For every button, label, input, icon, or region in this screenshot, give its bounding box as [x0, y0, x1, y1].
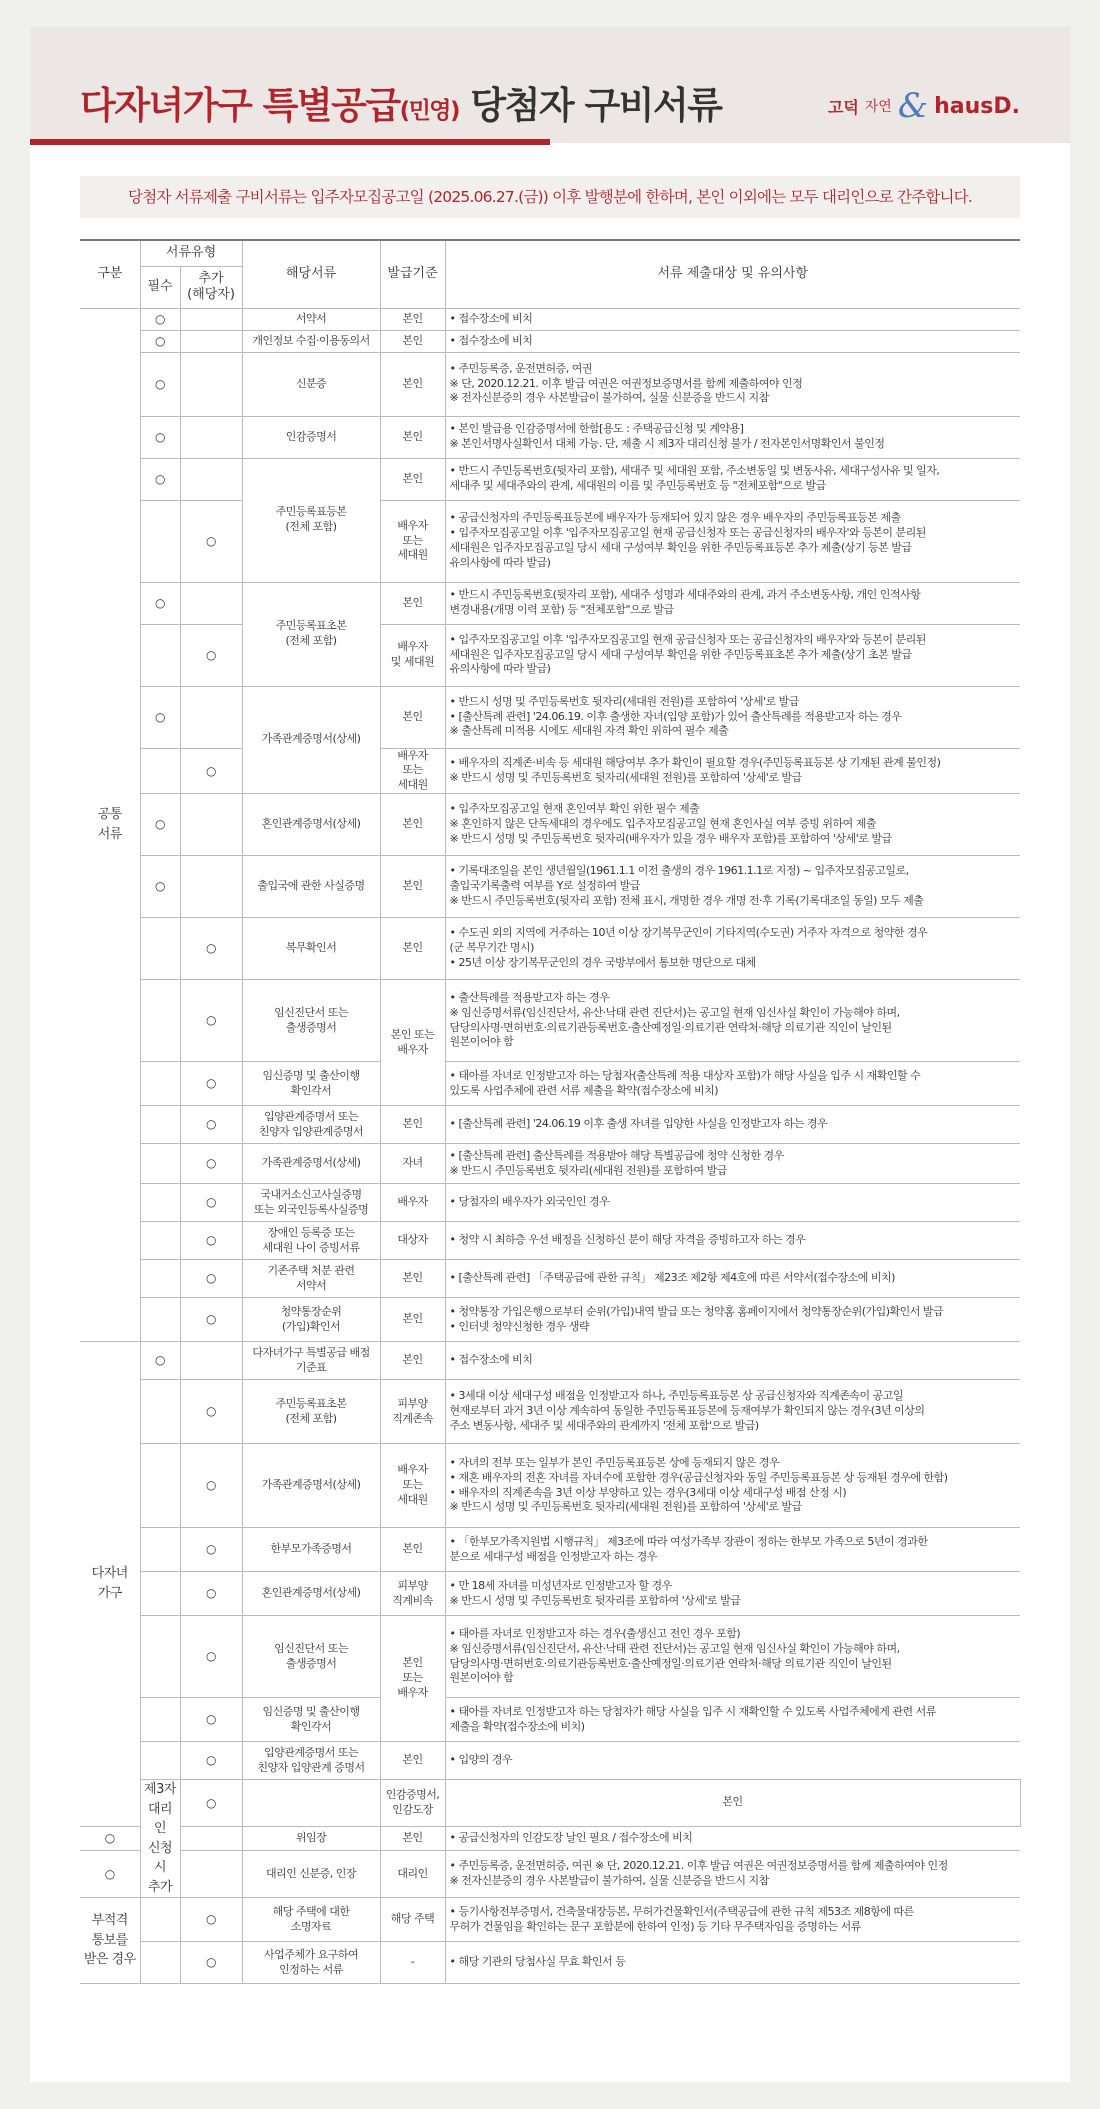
notes-cell	[445, 1222, 1020, 1260]
table-row	[80, 1342, 1020, 1380]
required-mark	[140, 1062, 180, 1106]
notes-cell	[445, 1616, 1020, 1698]
col-header-doc: 해당서류	[242, 240, 380, 308]
additional-mark: ○	[180, 1698, 242, 1742]
issuance-basis: 본인	[380, 686, 445, 748]
table-row	[80, 686, 1020, 748]
note-line: ※ 전자신분증의 경우 사본발급이 불가하여, 실물 신분증을 반드시 지참	[449, 1874, 769, 1888]
note-line: 원본이어야 함	[449, 1671, 514, 1685]
document-name: 가족관계증명서(상세)	[242, 686, 380, 794]
note-line: • 해당 기관의 당첨사실 무효 확인서 등	[449, 1955, 626, 1969]
title-underline	[30, 139, 550, 145]
note-line: ※ 반드시 성명 및 주민등록번호 뒷자리(세대원 전원)를 포함하여 '상세'로 발급	[449, 1500, 802, 1514]
document-name: 기존주택 처분 관련 서약서	[242, 1260, 380, 1298]
logo-text-hausd: hausD.	[934, 93, 1020, 119]
issuance-basis: 대리인	[380, 1851, 445, 1898]
document-name: 해당 주택에 대한 소명자료	[242, 1898, 380, 1942]
document-name: 인감증명서	[242, 416, 380, 458]
additional-mark	[180, 330, 242, 352]
document-name: 출입국에 관한 사실증명	[242, 856, 380, 918]
notes-cell	[445, 1380, 1020, 1444]
note-line: ※ 임신증명서류(임신진단서, 유산·낙태 관련 진단서)는 공고일 현재 임신사실 확인이 가능해야 하며,	[449, 1641, 900, 1655]
table-row	[80, 1444, 1020, 1528]
issuance-basis: 배우자 또는 세대원	[380, 748, 445, 794]
issuance-basis: 본인	[380, 458, 445, 500]
issuance-basis: 자녀	[380, 1144, 445, 1184]
note-line: • 「한부모가족지원법 시행규칙」 제3조에 따라 여성가족부 장관이 정하는 한부모 가족으로 5년이 경과한	[449, 1534, 928, 1548]
document-name: 서약서	[242, 308, 380, 330]
note-line: ※ 임신증명서류(임신진단서, 유산·낙태 관련 진단서)는 공고일 현재 임신사실 확인이 가능해야 하며,	[449, 1005, 900, 1019]
notes-cell	[445, 1260, 1020, 1298]
document-name: 주민등록표초본 (전체 포함)	[242, 1380, 380, 1444]
issuance-basis: 해당 주택	[380, 1898, 445, 1942]
table-row	[80, 624, 1020, 686]
required-mark	[140, 1616, 180, 1698]
document-name: 임신증명 및 출산이행 확인각서	[242, 1698, 380, 1742]
required-mark: ○	[140, 416, 180, 458]
table-row	[80, 1184, 1020, 1222]
notes-cell	[445, 1942, 1020, 1984]
document-name: 복무확인서	[242, 918, 380, 980]
document-name: 다자녀가구 특별공급 배점 기준표	[242, 1342, 380, 1380]
note-line: • 25년 이상 장기복무군인의 경우 국방부에서 통보한 명단으로 대체	[449, 955, 756, 969]
logo-text-godeok: 고덕	[827, 97, 859, 117]
required-mark: ○	[140, 856, 180, 918]
table-row	[80, 352, 1020, 416]
additional-mark: ○	[180, 624, 242, 686]
note-line: • 반드시 성명 및 주민등록번호 뒷자리(세대원 전원)를 포함하여 '상세'로 발급	[449, 694, 799, 708]
additional-mark: ○	[180, 1222, 242, 1260]
notes-cell	[445, 1184, 1020, 1222]
issuance-basis: 피부양 직계존속	[380, 1380, 445, 1444]
issuance-basis: 배우자	[380, 1184, 445, 1222]
issuance-basis: 본인	[380, 352, 445, 416]
notes-cell	[445, 1851, 1020, 1898]
issuance-basis: 본인	[380, 1260, 445, 1298]
required-mark	[140, 624, 180, 686]
note-line: • 태아를 자녀로 인정받고자 하는 경우(출생신고 전인 경우 포함)	[449, 1626, 741, 1640]
note-line: • [출산특례 관련] 「주택공급에 관한 규칙」 제23조 제2항 제4호에 따른 서약서(접수장소에 비치)	[449, 1271, 895, 1285]
note-line: 담당의사명·면허번호·의료기관등록번호·출산예정일·의료기관 연락처·해당 의료기관 직인이 날인된	[449, 1656, 892, 1670]
notes-cell	[445, 624, 1020, 686]
required-mark	[140, 1742, 180, 1780]
col-header-gubun: 구분	[80, 240, 140, 308]
table-row	[80, 1826, 1020, 1850]
note-line: • 접수장소에 비치	[449, 333, 533, 347]
note-line: • 자녀의 전부 또는 일부가 본인 주민등록표등본 상에 등재되지 않은 경우	[449, 1455, 780, 1469]
document-name: 가족관계증명서(상세)	[242, 1444, 380, 1528]
document-name: 입양관계증명서 또는 친양자 입양관계증명서	[242, 1106, 380, 1144]
additional-mark: ○	[180, 1528, 242, 1572]
document-name: 입양관계증명서 또는 친양자 입양관계 증명서	[242, 1742, 380, 1780]
note-line: 원본이어야 함	[449, 1035, 514, 1049]
notes-cell	[445, 686, 1020, 748]
table-row	[80, 1851, 1020, 1898]
additional-mark: ○	[180, 1380, 242, 1444]
note-line: ※ 반드시 성명 및 주민등록번호 뒷자리(세대원 전원)를 포함하여 '상세'로 발급	[449, 770, 802, 784]
additional-mark	[180, 856, 242, 918]
additional-mark	[180, 686, 242, 748]
document-name: 위임장	[242, 1826, 380, 1850]
document-name: 임신진단서 또는 출생증명서	[242, 1616, 380, 1698]
document-name: 청약통장순위 (가입)확인서	[242, 1298, 380, 1342]
notes-cell	[445, 748, 1020, 794]
document-name: 주민등록표초본 (전체 포함)	[242, 582, 380, 686]
notes-cell	[445, 330, 1020, 352]
note-line: 세대주 및 세대주와의 관계, 세대원의 이름 및 주민등록번호 등 "전체포함"으로 발급	[449, 479, 826, 492]
table-row	[80, 794, 1020, 856]
notes-cell	[445, 1298, 1020, 1342]
notes-cell	[445, 1444, 1020, 1528]
note-line: • 입주자모집공고일 이후 '입주자모집공고일 현재 공급신청자 또는 공급신청자의 배우자'와 등본이 분리된	[449, 632, 926, 646]
required-mark: ○	[140, 330, 180, 352]
required-mark	[140, 1698, 180, 1742]
required-mark: ○	[140, 458, 180, 500]
notes-cell	[445, 856, 1020, 918]
additional-mark: ○	[180, 1184, 242, 1222]
additional-mark	[180, 458, 242, 500]
issuance-basis: 본인 또는 배우자	[380, 1616, 445, 1742]
table-row	[80, 330, 1020, 352]
col-header-type: 서류유형	[140, 240, 242, 266]
documents-table	[80, 239, 1020, 1984]
required-mark	[140, 748, 180, 794]
page-title	[80, 75, 722, 129]
note-line: • 수도권 외의 지역에 거주하는 10년 이상 장기복무군인이 기타지역(수도권) 거주자 자격으로 청약한 경우	[449, 926, 928, 940]
table-row	[80, 308, 1020, 330]
table-row	[80, 1898, 1020, 1942]
note-line: • 배우자의 직계존속을 3년 이상 부양하고 있는 경우(3세대 이상 세대구성 배점 산정 시)	[449, 1485, 847, 1499]
document-name: 가족관계증명서(상세)	[242, 1144, 380, 1184]
required-mark: ○	[140, 582, 180, 624]
additional-mark: ○	[180, 1572, 242, 1616]
required-mark	[140, 980, 180, 1062]
note-line: ※ 반드시 주민등록번호 뒷자리(세대원 전원)를 포함하여 발급	[449, 1163, 727, 1177]
note-line: • 배우자의 직계존·비속 등 세대원 해당여부 추가 확인이 필요할 경우(주민등록표등본 상 기재된 관계 불인정)	[449, 755, 941, 769]
note-line: • 본인 발급용 인감증명서에 한함[용도 : 주택공급신청 및 계약용]	[449, 422, 744, 436]
note-line: • 태아를 자녀로 인정받고자 하는 당첨자가 해당 사실을 입주 시 재확인할 수 있도록 사업주체에게 관련 서류	[449, 1704, 936, 1718]
required-mark	[140, 918, 180, 980]
title-rest: 당첨자 구비서류	[470, 84, 722, 127]
additional-mark	[180, 352, 242, 416]
required-mark	[140, 1444, 180, 1528]
notes-cell	[445, 1528, 1020, 1572]
additional-mark	[180, 1826, 242, 1850]
note-line: • 당첨자의 배우자가 외국인인 경우	[449, 1195, 610, 1209]
note-line: • 접수장소에 비치	[449, 311, 533, 325]
note-line: 유의사항에 따라 발급)	[449, 662, 551, 676]
issuance-basis: 본인	[380, 308, 445, 330]
required-mark	[140, 1298, 180, 1342]
notes-cell	[445, 918, 1020, 980]
additional-mark: ○	[180, 1942, 242, 1984]
required-mark: ○	[140, 794, 180, 856]
document-page	[30, 27, 1070, 2082]
required-mark	[140, 1184, 180, 1222]
note-line: 제출을 확약(접수장소에 비치)	[449, 1719, 585, 1733]
group-label: 제3자 대리인 신청 시 추가	[140, 1780, 180, 1898]
table-row	[80, 458, 1020, 500]
additional-mark	[180, 1851, 242, 1898]
title-main: 다자녀가구 특별공급	[80, 84, 400, 127]
note-line: 유의사항에 따라 발급)	[449, 555, 551, 569]
issuance-basis: 본인	[380, 1106, 445, 1144]
table-row	[80, 1380, 1020, 1444]
issuance-basis: -	[380, 1942, 445, 1984]
additional-mark: ○	[180, 500, 242, 582]
document-name: 국내거소신고사실증명 또는 외국인등록사실증명	[242, 1184, 380, 1222]
note-line: ※ 본인서명사실확인서 대체 가능. 단, 제출 시 제3자 대리신청 불가 / 전자본인서명확인서 불인정	[449, 437, 885, 450]
required-mark	[140, 1144, 180, 1184]
additional-mark: ○	[180, 1144, 242, 1184]
note-line: • 반드시 주민등록번호(뒷자리 포함), 세대주 성명과 세대주와의 관계, 과거 주소변동사항, 개인 인적사항	[449, 588, 921, 602]
document-name: 장애인 등록증 또는 세대원 나이 증빙서류	[242, 1222, 380, 1260]
note-line: ※ 출산특례 미적용 시에도 세대원 자격 확인 위하여 필수 제출	[449, 724, 729, 738]
issuance-basis: 본인	[380, 330, 445, 352]
notes-cell	[445, 1106, 1020, 1144]
additional-mark: ○	[180, 748, 242, 794]
notes-cell	[445, 1342, 1020, 1380]
table-row	[80, 1698, 1020, 1742]
issuance-basis: 본인	[380, 856, 445, 918]
note-line: • 만 18세 자녀를 미성년자로 인정받고자 할 경우	[449, 1578, 672, 1592]
issuance-basis: 본인	[380, 1342, 445, 1380]
table-row	[80, 1780, 1020, 1827]
table-row	[80, 416, 1020, 458]
notes-cell	[445, 352, 1020, 416]
document-name: 혼인관계증명서(상세)	[242, 794, 380, 856]
issuance-basis: 본인	[380, 1298, 445, 1342]
group-label: 부적격 통보를 받은 경우	[80, 1898, 140, 1984]
issuance-basis: 본인	[380, 1528, 445, 1572]
note-line: ※ 단, 2020.12.21. 이후 발급 여권은 여권정보증명서를 함께 제출하여야 인정	[449, 376, 803, 390]
note-line: (군 복무기간 명시)	[449, 941, 534, 955]
table-row	[80, 1572, 1020, 1616]
notes-cell	[445, 1144, 1020, 1184]
group-label: 공통 서류	[80, 308, 140, 1342]
notes-cell	[445, 500, 1020, 582]
required-mark: ○	[140, 352, 180, 416]
note-line: • 입양의 경우	[449, 1753, 513, 1767]
document-name: 한부모가족증명서	[242, 1528, 380, 1572]
note-line: ※ 혼인하지 않은 단독세대의 경우에도 입주자모집공고일 현재 혼인사실 여부 증빙 위하여 제출	[449, 817, 876, 831]
required-mark	[140, 1106, 180, 1144]
notes-cell	[445, 794, 1020, 856]
note-line: • 등기사항전부증명서, 건축물대장등본, 무허가건물확인서(주택공급에 관한 규칙 제53조 제8항에 따른	[449, 1904, 914, 1918]
notes-cell	[445, 1062, 1020, 1106]
additional-mark: ○	[180, 980, 242, 1062]
note-line: • [출산특례 관련] 출산특례를 적용받아 해당 특별공급에 청약 신청한 경우	[449, 1148, 784, 1162]
note-line: 세대원은 입주자모집공고일 당시 세대 구성여부 확인을 위한 주민등록표등본 추가 제출(상기 등본 발급	[449, 541, 912, 554]
issuance-basis: 배우자 및 세대원	[380, 624, 445, 686]
issuance-basis: 본인	[380, 1742, 445, 1780]
notes-cell	[445, 1742, 1020, 1780]
note-line: • 접수장소에 비치	[449, 1353, 533, 1367]
table-row	[80, 1222, 1020, 1260]
issuance-basis: 본인	[380, 794, 445, 856]
table-row	[80, 1298, 1020, 1342]
notes-cell	[445, 1698, 1020, 1742]
additional-mark: ○	[180, 918, 242, 980]
issuance-basis: 본인	[445, 1780, 1020, 1827]
note-line: • 태아를 자녀로 인정받고자 하는 당첨자(출산특례 적용 대상자 포함)가 해당 사실을 입주 시 재확인할 수	[449, 1068, 921, 1082]
note-line: • 공급신청자의 인감도장 날인 필요 / 접수장소에 비치	[449, 1831, 693, 1845]
note-line: 있도록 사업주체에 관련 서류 제출을 확약(접수장소에 비치)	[449, 1083, 719, 1097]
additional-mark	[180, 582, 242, 624]
note-line: ※ 반드시 주민등록번호(뒷자리 포함) 전체 표시, 개명한 경우 개명 전·후 기록(기록대조일 동일) 모두 제출	[449, 893, 924, 907]
note-line: 변경내용(개명 이력 포함) 등 "전체포함"으로 발급	[449, 603, 674, 616]
additional-mark	[242, 1780, 380, 1827]
title-small: (민영)	[399, 98, 460, 124]
note-line: • 입주자모집공고일 현재 혼인여부 확인 위한 필수 제출	[449, 802, 700, 816]
table-row	[80, 856, 1020, 918]
issuance-basis: 피부양 직계비속	[380, 1572, 445, 1616]
table-row	[80, 1742, 1020, 1780]
required-mark: ○	[80, 1851, 140, 1898]
table-row	[80, 1260, 1020, 1298]
notes-cell	[445, 980, 1020, 1062]
note-line: • 청약통장 가입은행으로부터 순위(가입)내역 발급 또는 청약홈 홈페이지에서 청약통장순위(가입)확인서 발급	[449, 1304, 944, 1318]
notes-cell	[445, 308, 1020, 330]
col-header-additional: 추가 (해당자)	[180, 266, 242, 308]
note-line: • 공급신청자의 주민등록표등본에 배우자가 등재되어 있지 않은 경우 배우자의 주민등록표등본 제출	[449, 511, 901, 525]
group-label: 다자녀 가구	[80, 1342, 140, 1827]
document-name: 인감증명서, 인감도장	[380, 1780, 445, 1827]
note-line: • 반드시 주민등록번호(뒷자리 포함), 세대주 및 세대원 포함, 주소변동일 및 변동사유, 세대구성사유 및 일자,	[449, 464, 940, 478]
required-mark	[140, 1222, 180, 1260]
additional-mark: ○	[180, 1298, 242, 1342]
col-header-basis: 발급기준	[380, 240, 445, 308]
col-header-required: 필수	[140, 266, 180, 308]
additional-mark: ○	[180, 1742, 242, 1780]
table-row	[80, 1616, 1020, 1698]
table-row	[80, 1528, 1020, 1572]
logo-text-jayeon: 자연	[864, 99, 892, 115]
issuance-basis: 본인	[380, 582, 445, 624]
document-name: 개인정보 수집·이용동의서	[242, 330, 380, 352]
note-line: ※ 전자신분증의 경우 사본발급이 불가하여, 실물 신분증을 반드시 지참	[449, 391, 769, 405]
additional-mark	[180, 794, 242, 856]
required-mark: ○	[140, 1342, 180, 1380]
notes-cell	[445, 1572, 1020, 1616]
additional-mark: ○	[180, 1106, 242, 1144]
note-line: 무허가 건물임을 확인하는 문구 포함분에 한하여 인정) 등 기타 무주택자임을 증명하는 서류	[449, 1919, 861, 1933]
document-name: 혼인관계증명서(상세)	[242, 1572, 380, 1616]
note-line: 출입국기록출력 여부를 Y로 설정하여 발급	[449, 879, 640, 893]
additional-mark: ○	[180, 1616, 242, 1698]
notes-cell	[445, 458, 1020, 500]
note-line: 주소 변동사항, 세대주 및 세대주와의 관계까지 '전체 포함'으로 발급)	[449, 1418, 759, 1432]
note-line: 세대원은 입주자모집공고일 당시 세대 구성여부 확인을 위한 주민등록표초본 추가 제출(상기 초본 발급	[449, 647, 912, 661]
required-mark	[140, 1528, 180, 1572]
required-mark	[140, 1260, 180, 1298]
document-name: 주민등록표등본 (전체 포함)	[242, 458, 380, 582]
note-line: ※ 반드시 성명 및 주민등록번호 뒷자리(배우자가 있을 경우 배우자 포함)를 포함하여 '상세'로 발급	[449, 831, 892, 845]
issuance-basis: 배우자 또는 세대원	[380, 1444, 445, 1528]
note-line: • 인터넷 청약신청한 경우 생략	[449, 1319, 590, 1333]
ampersand-icon: &	[897, 86, 929, 126]
notes-cell	[445, 1826, 1020, 1850]
note-line: • 기록대조일을 본인 생년월일(1961.1.1 이전 출생의 경우 1961.1.1로 지정) ~ 입주자모집공고일로,	[449, 864, 909, 878]
additional-mark: ○	[180, 1260, 242, 1298]
issuance-basis: 본인 또는 배우자	[380, 980, 445, 1106]
note-line: 담당의사명·면허번호·의료기관등록번호·출산예정일·의료기관 연락처·해당 의료기관 직인이 날인된	[449, 1020, 892, 1034]
notes-cell	[445, 416, 1020, 458]
issuance-basis: 본인	[380, 918, 445, 980]
required-mark	[140, 1942, 180, 1984]
note-line: • 청약 시 최하층 우선 배정을 신청하신 분이 해당 자격을 증빙하고자 하는 경우	[449, 1233, 806, 1247]
note-line: • 주민등록증, 운전면허증, 여권 ※ 단, 2020.12.21. 이후 발급 여권은 여권정보증명서를 함께 제출하여야 인정	[449, 1859, 948, 1873]
table-row	[80, 1106, 1020, 1144]
note-line: • [출산특례 관련] '24.06.19. 이후 출생한 자녀(입양 포함)가 있어 출산특례를 적용받고자 하는 경우	[449, 709, 902, 723]
note-line: • 입주자모집공고일 이후 '입주자모집공고일 현재 공급신청자 또는 공급신청자의 배우자'와 등본이 분리된	[449, 526, 926, 540]
note-line: • 3세대 이상 세대구성 배점을 인정받고자 하나, 주민등록표등본 상 공급신청자와 직계존속이 공고일	[449, 1389, 903, 1403]
table-row	[80, 980, 1020, 1062]
issuance-basis: 본인	[380, 1826, 445, 1850]
page-header	[30, 27, 1070, 143]
required-mark: ○	[140, 308, 180, 330]
note-line: • 출산특례를 적용받고자 하는 경우	[449, 990, 610, 1004]
note-line: 분으로 세대구성 배점을 인정받고자 하는 경우	[449, 1549, 657, 1563]
col-header-notes: 서류 제출대상 및 유의사항	[445, 240, 1020, 308]
brand-logo	[827, 86, 1020, 126]
required-mark	[140, 1380, 180, 1444]
additional-mark	[180, 1342, 242, 1380]
table-row	[80, 1144, 1020, 1184]
additional-mark: ○	[180, 1062, 242, 1106]
table-row	[80, 918, 1020, 980]
note-line: • 주민등록증, 운전면허증, 여권	[449, 361, 592, 375]
table-row	[80, 748, 1020, 794]
issuance-basis: 본인	[380, 416, 445, 458]
note-line: 현재로부터 과거 3년 이상 계속하여 동일한 주민등록표등본에 등재여부가 확인되지 않는 경우(3년 이상의	[449, 1404, 925, 1418]
document-name: 임신진단서 또는 출생증명서	[242, 980, 380, 1062]
issuance-basis: 대상자	[380, 1222, 445, 1260]
notes-cell	[445, 582, 1020, 624]
notice-banner: 당첨자 서류제출 구비서류는 입주자모집공고일 (2025.06.27.(금)) 이후 발행분에 한하며, 본인 이외에는 모두 대리인으로 간주합니다.	[80, 176, 1020, 218]
note-line: • 재혼 배우자의 전혼 자녀를 자녀수에 포함한 경우(공급신청자와 동일 주민등록표등본 상 등재된 경우에 한함)	[449, 1470, 948, 1484]
required-mark: ○	[180, 1780, 242, 1827]
document-name: 대리인 신분증, 인장	[242, 1851, 380, 1898]
document-name: 사업주체가 요구하여 인정하는 서류	[242, 1942, 380, 1984]
table-row	[80, 1062, 1020, 1106]
table-row	[80, 500, 1020, 582]
required-mark	[140, 1898, 180, 1942]
additional-mark: ○	[180, 1444, 242, 1528]
issuance-basis: 배우자 또는 세대원	[380, 500, 445, 582]
table-row	[80, 582, 1020, 624]
required-mark: ○	[80, 1826, 140, 1850]
document-name: 신분증	[242, 352, 380, 416]
notes-cell	[445, 1898, 1020, 1942]
additional-mark	[180, 308, 242, 330]
note-line: ※ 반드시 성명 및 주민등록번호 뒷자리를 포함하여 '상세'로 발급	[449, 1593, 741, 1607]
required-mark	[140, 500, 180, 582]
required-mark	[140, 1572, 180, 1616]
additional-mark: ○	[180, 1898, 242, 1942]
document-name: 임신증명 및 출산이행 확인각서	[242, 1062, 380, 1106]
additional-mark	[180, 416, 242, 458]
note-line: • [출산특례 관련] '24.06.19 이후 출생 자녀를 입양한 사실을 인정받고자 하는 경우	[449, 1117, 828, 1131]
required-mark: ○	[140, 686, 180, 748]
table-row	[80, 1942, 1020, 1984]
